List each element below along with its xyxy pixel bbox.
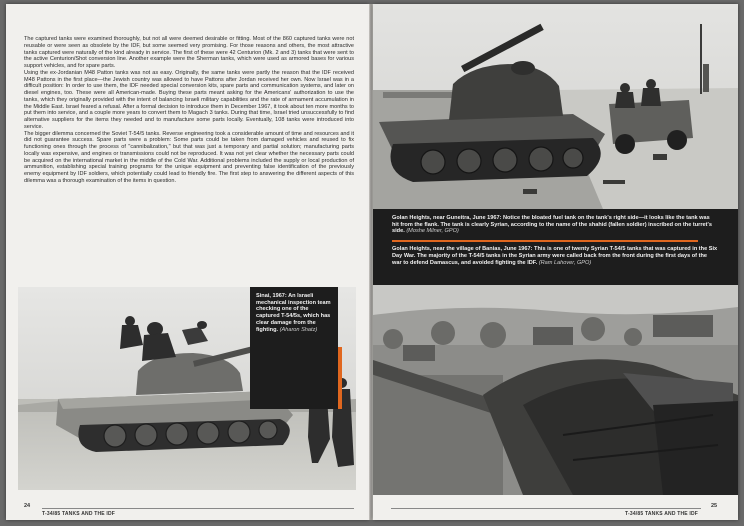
sinai-caption-box <box>250 287 338 409</box>
paragraph-3: The bigger dilemma concerned the Soviet T-54/5 tanks. Reverse engineering took a considerable amount of time and resources and it did not guarantee success. Spare parts were a problem: Some parts could be taken from damaged vehicles and reused to fix functioning ones through the process of "cannibalization," but that was just a temporary and partial solution; manufacturing parts locally was expensive, and engines or transmissions could not be reproduced. It was not yet clear whether the necessary parts could be acquired on the international market in the middle of the Cold War. Additional problems included the supply or local production of ammunition, establishing special training programs for the unique equipment and preventing false identification of the previously enemy equipment by IDF soldiers, which potentially could lead to friendly fire. The first step to answering the different aspects of this dilemma was a thorough examination of the items in question. <box>24 130 354 184</box>
right-running-title: T-34/85 TANKS AND THE IDF <box>625 511 699 517</box>
golan-guneitra-photo <box>373 4 738 209</box>
sinai-caption-credit: (Aharon Shatz) <box>279 326 318 333</box>
paragraph-1: The captured tanks were examined thoroughly, but not all were deemed desirable or fitting. Most of the 860 captured tanks were not reusable or were seen as obsolete by the IDF, but some seemed very promising. For those reasons and others, the most attractive tanks captured were naturally of the kind already in service. The first of these were 42 Centurion (Mk. 2 and 3) tanks that were sent to the active Centurion/Shot conversion line. Another example were the Sherman tanks, which were used as armored bases for various support vehicles, and for spare parts. <box>24 36 354 69</box>
left-running-title: T-34/85 TANKS AND THE IDF <box>42 511 116 517</box>
guneitra-caption-box <box>373 209 738 285</box>
guneitra-caption-text: Golan Heights, near Guneitra, June 1967: Notice the bloated fuel tank on the tank's right side—it looks like the tank was hit from the flank. The tank is clearly Syrian, according to the name of the shahid (fallen soldier) inscribed on the turret's side. <box>392 215 712 235</box>
sinai-caption-accent <box>338 347 342 409</box>
right-page-number: 25 <box>711 503 718 509</box>
left-page-number: 24 <box>24 503 31 509</box>
guneitra-caption-credit: (Moshe Milner, GPO) <box>406 228 459 235</box>
left-body-text <box>24 36 354 185</box>
left-page <box>6 4 369 520</box>
banias-caption-text: Golan Heights, near the village of Banias, June 1967: This is one of twenty Syrian T-54/5 tanks that was captured in the Six Day War. The majority of the T-54/5 tanks in the Syrian army were called back from the front during the first days of the war to defend Damascus, and avoided fighting the IDF. <box>392 246 718 266</box>
sinai-caption-text: Sinai, 1967: An Israeli mechanical inspection team checking one of the captured T-54/5s, which has clear damage from the fighting. <box>256 293 331 333</box>
left-footer-rule <box>42 508 354 509</box>
banias-caption-credit: (Ram Lahover, GPO) <box>538 259 592 266</box>
caption-divider <box>392 240 698 242</box>
right-page <box>373 4 738 520</box>
golan-banias-photo <box>373 285 738 495</box>
right-footer-rule <box>391 508 701 509</box>
paragraph-2: Using the ex-Jordanian M48 Patton tanks was not as easy. Originally, the same tanks were partly the reason that the IDF received M48 Pattons in the first place—the Jewish country was allowed to have Pattons after Jordan received her own. Now Israel was in a difficult position: In order to use them, the IDF needed special conversion kits, spare parts and communication systems, and later on diesel engines, too. These were all American-made. Buying these parts meant asking for the Americans' authorization to use the tanks, which they originally provided with the intent of balancing Israeli military capabilities and the rate of armament accumulation in the Middle East. Israel feared a refusal. After a formal decision to introduce them in December 1967, it took about ten more months to put them into service, and a couple more years to convert them to Magach 3 tanks. During that time, Israel tried unsuccessfully to find alternative suppliers for the items they needed and to manufacture some parts locally. Eventually, 108 tanks were introduced into service. <box>24 69 354 130</box>
